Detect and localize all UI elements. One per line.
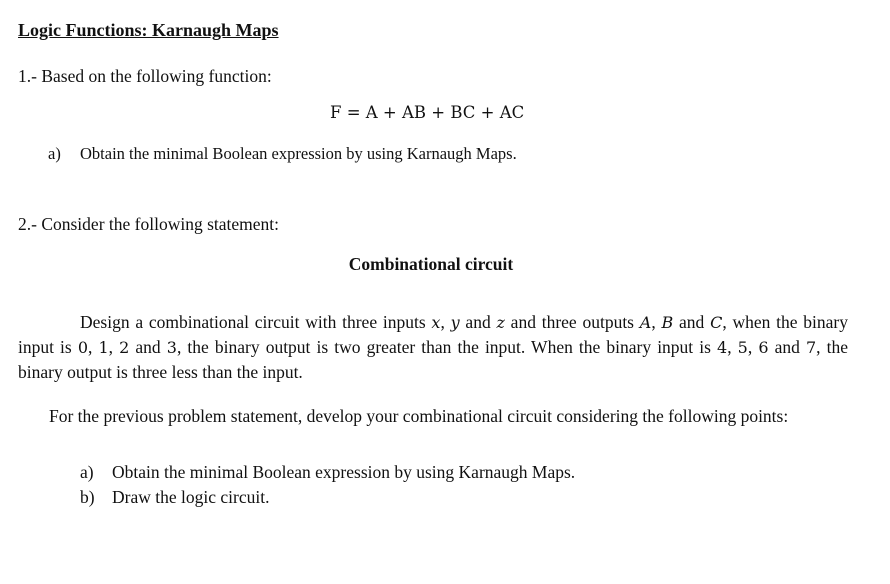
text: , the binary output is three less than the input.: [18, 337, 848, 382]
num-1: 1: [98, 338, 109, 357]
item-text: Draw the logic circuit.: [112, 487, 270, 507]
question-1-item-a: [48, 144, 517, 164]
problem-statement: [18, 310, 848, 384]
text: and: [673, 312, 711, 332]
question-1-prompt: 1.- Based on the following function:: [18, 66, 272, 86]
item-label: a): [48, 144, 61, 163]
page-title: Logic Functions: Karnaugh Maps: [18, 20, 279, 40]
section-heading: Combinational circuit: [348, 254, 514, 274]
var-x: x: [431, 313, 441, 332]
num-7: 7: [805, 338, 817, 357]
question-2-item-b: [80, 487, 269, 508]
num-2: 2: [119, 338, 130, 357]
text: , the binary output is two greater than the input. When the binary input is: [176, 337, 718, 357]
num-6: 6: [758, 338, 769, 357]
var-A: A: [639, 313, 652, 332]
question-2-prompt: 2.- Consider the following statement:: [18, 214, 279, 234]
item-text: Obtain the minimal Boolean expression by using Karnaugh Maps.: [80, 144, 517, 163]
num-0: 0: [77, 338, 89, 357]
text: ,: [108, 337, 120, 357]
num-4: 4: [717, 338, 728, 357]
item-label: b): [80, 487, 95, 507]
text: and: [129, 337, 167, 357]
var-z: z: [496, 313, 505, 332]
text: and: [459, 312, 497, 332]
text: ,: [88, 337, 99, 357]
text: ,: [747, 337, 759, 357]
num-3: 3: [166, 338, 177, 357]
text: ,: [440, 312, 451, 332]
text: Design a combinational circuit with three inputs: [80, 312, 432, 332]
function-equation: F = A + AB + BC + AC: [330, 103, 525, 122]
var-C: C: [710, 313, 723, 332]
text: , when the binary input is: [18, 312, 848, 357]
text: and: [768, 337, 806, 357]
text: ,: [727, 337, 738, 357]
var-B: B: [661, 313, 674, 332]
var-y: y: [450, 313, 460, 332]
item-label: a): [80, 462, 94, 482]
instructions-paragraph: [18, 404, 848, 428]
item-text: Obtain the minimal Boolean expression by using Karnaugh Maps.: [112, 462, 576, 482]
text: and three outputs: [504, 312, 640, 332]
question-2-item-a: [80, 462, 575, 483]
text: ,: [651, 312, 662, 332]
text: For the previous problem statement, develop your combinational circuit considering the following points:: [49, 406, 789, 426]
num-5: 5: [737, 338, 748, 357]
